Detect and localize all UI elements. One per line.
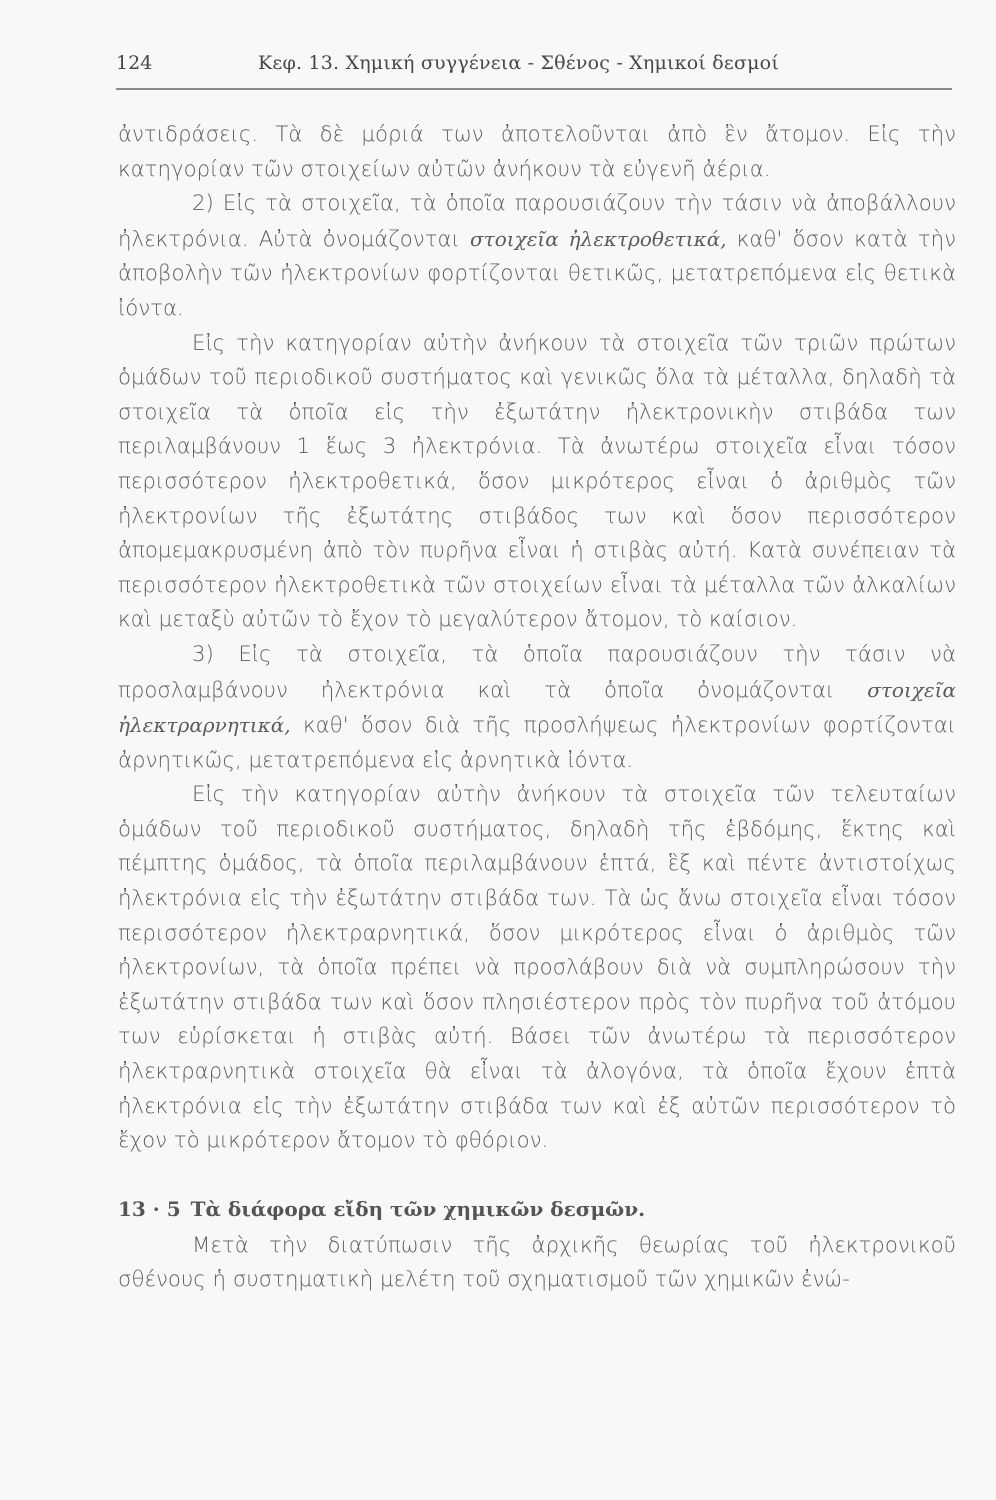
paragraph-text: 3) Εἰς τὰ στοιχεῖα, τὰ ὁποῖα παρουσιάζουν τὴν τάσιν νὰ προσλαμβάνουν ἠλεκτρόνια καὶ τὰ ὁποῖα ὀνομάζονται <box>118 641 956 703</box>
paragraph-item-2 <box>118 187 956 326</box>
page-body <box>118 118 956 1298</box>
section-heading <box>118 1189 956 1229</box>
paragraph-continuation: ἀντιδράσεις. Τὰ δὲ μόριά των ἀποτελοῦνται ἀπὸ ἓν ἄτομον. Εἰς τὴν κατηγορίαν τῶν στοιχείων αὐτῶν ἀνήκουν τὰ εὐγενῆ ἀέρια. <box>118 122 956 182</box>
running-title: Κεφ. 13. Χημική συγγένεια - Σθένος - Χημικοί δεσμοί <box>258 52 779 74</box>
paragraph-text: 2) Εἰς τὰ στοιχεῖα, τὰ ὁποῖα παρουσιάζουν τὴν τάσιν νὰ ἀποβάλλουν ἠλεκτρόνια. Αὐτὰ ὀνομάζονται <box>118 191 956 252</box>
paragraph-electropositive: Εἰς τὴν κατηγορίαν αὐτὴν ἀνήκουν τὰ στοιχεῖα τῶν τριῶν πρώτων ὁμάδων τοῦ περιοδικοῦ συστήματος καὶ γενικῶς ὅλα τὰ μέταλλα, δηλαδὴ τὰ στοιχεῖα τὰ ὁποῖα εἰς τὴν ἐξωτάτην ἠλεκτρονικὴν στιβάδα των περιλαμβάνουν 1 ἕως 3 ἠλεκτρόνια. Τὰ ἀνωτέρω στοιχεῖα εἶναι τόσον περισσότερον ἠλεκτροθετικά, ὅσον μικρότερος εἶναι ὁ ἀριθμὸς τῶν ἠλεκτρονίων τῆς ἐξωτάτης στιβάδος των καὶ ὅσον περισσότερον ἀπομεμακρυσμένη ἀπὸ τὸν πυρῆνα εἶναι ἡ στιβὰς αὐτή. Κατὰ συνέπειαν τὰ περισσότερον ἠλεκτροθετικὰ τῶν στοιχείων εἶναι τὰ μέταλλα τῶν ἀλκαλίων καὶ μεταξὺ αὐτῶν τὸ ἔχον τὸ μεγαλύτερον ἄτομον, τὸ καίσιον. <box>118 330 956 633</box>
page-number: 124 <box>116 52 153 74</box>
section-paragraph: Μετὰ τὴν διατύπωσιν τῆς ἀρχικῆς θεωρίας τοῦ ἠλεκτρονικοῦ σθένους ἡ συστηματικὴ μελέτη τοῦ σχηματισμοῦ τῶν χημικῶν ἐνώ- <box>118 1232 956 1293</box>
page-header <box>116 44 952 84</box>
header-rule <box>116 88 952 90</box>
paragraph-text: καθ' ὅσον κατὰ τὴν ἀποβολὴν τῶν ἠλεκτρονίων φορτίζονται θετικῶς, μετατρεπόμενα εἰς θετικὰ ἰόντα. <box>118 226 956 321</box>
emphasized-term: στοιχεῖα ἠλεκτροθετικά, <box>469 226 727 251</box>
paragraph-electronegative: Εἰς τὴν κατηγορίαν αὐτὴν ἀνήκουν τὰ στοιχεῖα τῶν τελευταίων ὁμάδων τοῦ περιοδικοῦ συστήματος, δηλαδὴ τῆς ἑβδόμης, ἕκτης καὶ πέμπτης ὁμάδος, τὰ ὁποῖα περιλαμβάνουν ἑπτά, ἓξ καὶ πέντε ἀντιστοίχως ἠλεκτρόνια εἰς τὴν ἐξωτάτην στιβάδα των. Τὰ ὡς ἄνω στοιχεῖα εἶναι τόσον περισσότερον ἠλεκτραρνητικά, ὅσον μικρότερος εἶναι ὁ ἀριθμὸς τῶν ἠλεκτρονίων, τὰ ὁποῖα πρέπει νὰ προσλάβουν διὰ νὰ συμπληρώσουν τὴν ἐξωτάτην στιβάδα των καὶ ὅσον πλησιέστερον πρὸς τὸν πυρῆνα τοῦ ἀτόμου των εὑρίσκεται ἡ στιβὰς αὐτή. Βάσει τῶν ἀνωτέρω τὰ περισσότερον ἠλεκτραρνητικὰ στοιχεῖα θὰ εἶναι τὰ ἀλογόνα, τὰ ὁποῖα ἔχουν ἑπτὰ ἠλεκτρόνια εἰς τὴν ἐξωτάτην στιβάδα των καὶ ἐξ αὐτῶν περισσότερον τὸ ἔχον τὸ μικρότερον ἄτομον τὸ φθόριον. <box>118 782 956 1154</box>
section-number: 13 · 5 <box>118 1196 181 1221</box>
section-title: Τὰ διάφορα εἴδη τῶν χημικῶν δεσμῶν. <box>190 1196 646 1221</box>
paragraph-item-3 <box>118 638 956 778</box>
emphasized-term: στοιχεῖα ἠλεκτραρνητικά, <box>118 677 956 738</box>
paragraph-text: καθ' ὅσον διὰ τῆς προσλήψεως ἠλεκτρονίων φορτίζονται ἀρνητικῶς, μετατρεπόμενα εἰς ἀρνητικὰ ἰόντα. <box>118 713 956 773</box>
